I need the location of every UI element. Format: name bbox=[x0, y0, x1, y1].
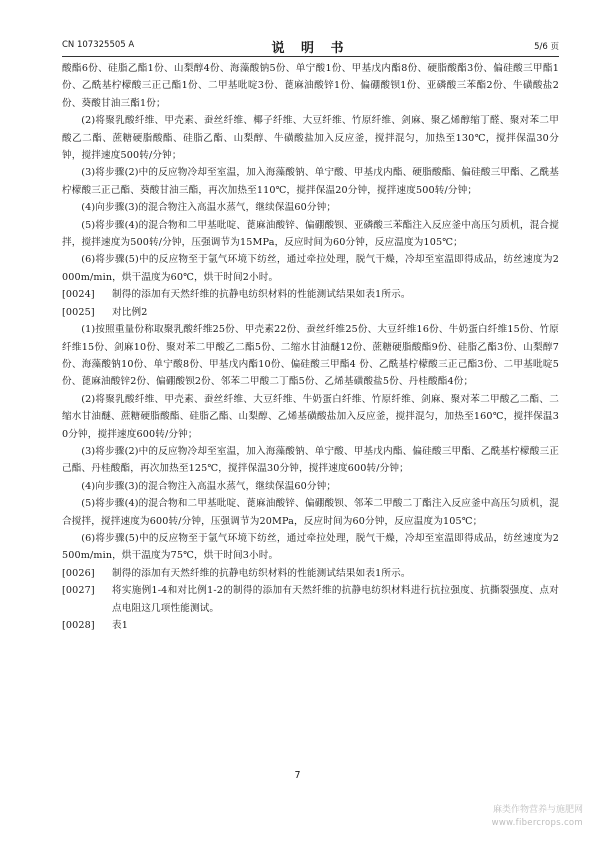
paragraph-0027 bbox=[62, 582, 559, 617]
paragraph-number: [0025] bbox=[62, 306, 95, 318]
paragraph-text: 制得的添加有天然纤维的抗静电纺织材料的性能测试结果如表1所示。 bbox=[112, 289, 411, 301]
paragraph-text: 将实施例1-4和对比例1-2的制得的添加有天然纤维的抗静电纺织材料进行抗拉强度、抗撕裂强度、点对点电阻这几项性能测试。 bbox=[112, 585, 559, 614]
page-header bbox=[62, 38, 559, 57]
publication-number: CN 107325505 A bbox=[62, 40, 135, 50]
paragraph-comparative-step-1: (1)按照重量份称取聚乳酸纤维25份、甲壳素22份、蚕丝纤维25份、大豆纤维16份、牛奶蛋白纤维15份、竹原纤维15份、剑麻10份、聚对苯二甲酸乙二酯5份、二缩水甘油醚12份、蔗糖硬脂酸酯9份、硅脂乙酯3份、山梨醇7份、海藻酸钠10份、单宁酸8份、甲基戊内酯10份、偏硅酸三甲酯4 份、乙酰基柠檬酸三正己酯3份、二甲基吡啶5份、蓖麻油酸锌2份、偏硼酸钡2份、邻苯二甲酸二丁酯5份、乙烯基磺酸盐5份、丹桂酸酯4份； bbox=[62, 324, 559, 388]
paragraph-step-4: (4)向步骤(3)的混合物注入高温水蒸气，继续保温60分钟； bbox=[81, 202, 337, 214]
watermark-site-name: 麻类作物营养与施肥网 bbox=[492, 805, 583, 815]
paragraph-0028 bbox=[62, 617, 559, 634]
paragraph-comparative-step-6: (6)将步骤(5)中的反应物至于氩气环境下纺丝，通过牵拉处理，脱气干燥，冷却至室温即得成品，纺丝速度为2500m/min，烘干温度为75℃，烘干时间3小时。 bbox=[62, 532, 559, 562]
paragraph-0024 bbox=[62, 286, 559, 303]
page-number: 7 bbox=[294, 770, 301, 781]
section-heading: 对比例2 bbox=[112, 306, 148, 318]
paragraph-step-6: (6)将步骤(5)中的反应物至于氩气环境下纺丝，通过牵拉处理，脱气干燥，冷却至室温即得成品，纺丝速度为2000m/min，烘干温度为60℃，烘干时间2小时。 bbox=[62, 254, 559, 283]
document-body bbox=[62, 60, 559, 634]
watermark-url: www.fibercrops.com bbox=[491, 818, 583, 828]
table-caption: 表1 bbox=[112, 620, 128, 631]
paragraph-comparative-step-5: (5)将步骤(4)的混合物和二甲基吡啶、蓖麻油酸锌、偏硼酸钡、邻苯二甲酸二丁酯注入反应釜中高压匀质机，混合搅拌，搅拌速度为600转/分钟，压强调节为20MPa，反应时间为60分钟，反应温度为105℃； bbox=[62, 498, 559, 527]
paragraph-number: [0026] bbox=[62, 567, 95, 579]
paragraph-step-5: (5)将步骤(4)的混合物和二甲基吡啶、蓖麻油酸锌、偏硼酸钡、亚磷酸三苯酯注入反应釜中高压匀质机，混合搅拌，搅拌速度为500转/分钟，压强调节为15MPa，反应时间为60分钟，反应温度为105℃； bbox=[62, 219, 559, 249]
paragraph-step-3: (3)将步骤(2)中的反应物冷却至室温，加入海藻酸钠、单宁酸、甲基戊内酯、硬脂酸酯、偏硅酸三甲酯、乙酰基柠檬酸三正己酯、葵酸甘油三酯，再次加热至110℃，搅拌保温20分钟，搅拌速度500转/分钟； bbox=[62, 167, 559, 196]
paragraph-number: [0028] bbox=[62, 620, 95, 631]
paragraph-comparative-step-4: (4)向步骤(3)的混合物注入高温水蒸气，继续保温60分钟； bbox=[81, 480, 337, 492]
watermark bbox=[443, 804, 583, 830]
paragraph-0025 bbox=[62, 304, 559, 321]
paragraph-step-2: (2)将聚乳酸纤维、甲壳素、蚕丝纤维、椰子纤维、大豆纤维、竹原纤维、剑麻、聚乙烯醇缩丁醛、聚对苯二甲酸乙二酯、蔗糖硬脂酸酯、硅脂乙酯、山梨醇、牛磺酸盐加入反应釜，搅拌混匀，加热至130℃，搅拌保温30分钟，搅拌速度500转/分钟； bbox=[62, 115, 559, 162]
paragraph-comparative-step-2: (2)将聚乳酸纤维、甲壳素、蚕丝纤维、大豆纤维、牛奶蛋白纤维、竹原纤维、剑麻、聚对苯二甲酸乙二酯、二缩水甘油醚、蔗糖硬脂酸酯、硅脂乙酯、山梨醇、乙烯基磺酸盐加入反应釜，搅拌混匀，加热至160℃，搅拌保温30分钟，搅拌速度600转/分钟； bbox=[62, 393, 559, 440]
page-count: 5/6 页 bbox=[534, 42, 559, 52]
document-title: 说 明 书 bbox=[271, 41, 350, 56]
paragraph-ingredients-continued: 酸酯6份、硅脂乙酯1份、山梨醇4份、海藻酸钠5份、单宁酸1份、甲基戊内酯8份、硬脂酸酯3份、偏硅酸三甲酯1份、乙酰基柠檬酸三正己酯1份、二甲基吡啶3份、蓖麻油酸锌1份、偏硼酸钡1份、亚磷酸三苯酯2份、牛磺酸盐2份、葵酸甘油三酯1份； bbox=[62, 63, 559, 109]
paragraph-number: [0024] bbox=[62, 289, 95, 301]
paragraph-0026 bbox=[62, 565, 559, 582]
paragraph-number: [0027] bbox=[62, 585, 95, 597]
paragraph-text: 制得的添加有天然纤维的抗静电纺织材料的性能测试结果如表1所示。 bbox=[112, 567, 411, 579]
paragraph-comparative-step-3: (3)将步骤(2)中的反应物冷却至室温，加入海藻酸钠、单宁酸、甲基戊内酯、偏硅酸三甲酯、乙酰基柠檬酸三正己酯、丹桂酸酯，再次加热至125℃，搅拌保温30分钟，搅拌速度600转/分钟； bbox=[62, 445, 559, 475]
